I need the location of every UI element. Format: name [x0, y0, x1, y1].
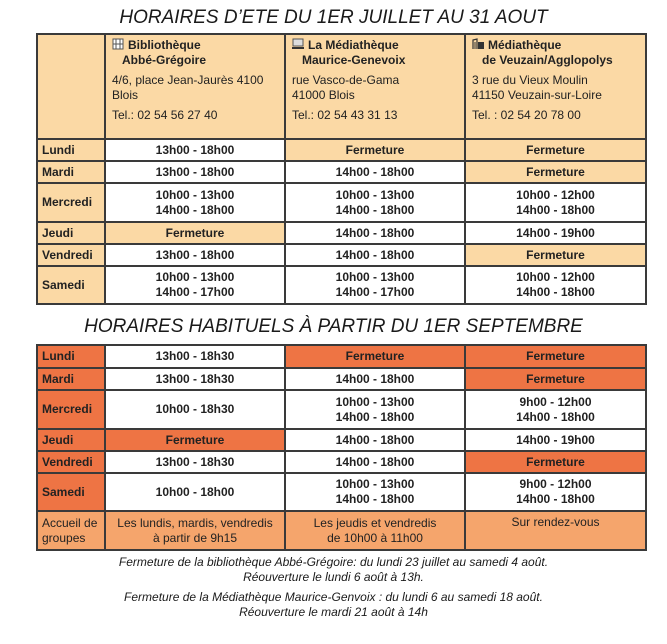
group-visits-cell: Les lundis, mardis, vendredis à partir de 9h15	[105, 511, 285, 550]
hours-cell	[465, 429, 646, 451]
day-label: Mercredi	[37, 390, 105, 429]
hours-text: Fermeture	[526, 454, 585, 469]
hours-text: 14h00 - 18h00	[335, 247, 415, 262]
hours-cell	[105, 244, 285, 266]
hours-text: 13h00 - 18h00	[155, 247, 235, 262]
library-phone: Tel.: 02 54 43 31 13	[292, 108, 398, 122]
library-header-row	[37, 34, 646, 139]
group-visits-row	[37, 511, 646, 550]
hours-text: 14h00 - 18h00	[335, 454, 415, 469]
hours-cell	[285, 429, 465, 451]
library-city: 41000 Blois	[292, 88, 355, 102]
library-name-line2: de Veuzain/Agglopolys	[482, 53, 613, 67]
day-label: Mercredi	[37, 183, 105, 222]
library-header-veuzain	[465, 34, 646, 139]
hours-text: 14h00 - 19h00	[516, 225, 595, 240]
hours-text: 13h00 - 18h00	[155, 142, 235, 157]
hours-text: 14h00 - 18h00	[335, 409, 415, 424]
building-icon	[472, 38, 484, 50]
hours-text: Fermeture	[345, 349, 405, 363]
library-address: rue Vasco-de-Gama	[292, 73, 400, 87]
hours-text: Fermeture	[526, 142, 585, 157]
hours-text: 14h00 - 18h00	[516, 202, 595, 217]
schedule-row-lundi	[37, 345, 646, 368]
hours-cell	[105, 161, 285, 183]
regular-hours-table	[36, 344, 647, 551]
hours-cell	[285, 390, 465, 429]
hours-text: 10h00 - 13h00	[335, 477, 415, 491]
hours-text: 14h00 - 19h00	[516, 432, 595, 447]
hours-text: 9h00 - 12h00	[519, 394, 592, 409]
schedule-row-mardi	[37, 368, 646, 390]
library-name: La Médiathèque	[308, 38, 399, 52]
day-label: Lundi	[37, 139, 105, 161]
library-address: 3 rue du Vieux Moulin	[472, 73, 588, 87]
closed-cell	[465, 161, 646, 183]
closed-cell	[465, 451, 646, 473]
hours-text: 14h00 - 18h00	[335, 492, 415, 506]
library-phone: Tel. : 02 54 20 78 00	[472, 108, 581, 122]
hours-text: Fermeture	[526, 247, 585, 262]
closed-cell	[285, 345, 465, 368]
hours-cell	[465, 390, 646, 429]
hours-text: 14h00 - 17h00	[155, 285, 235, 299]
library-phone: Tel.: 02 54 56 27 40	[112, 108, 218, 122]
group-visits-cell: Les jeudis et vendredis de 10h00 à 11h00	[285, 511, 465, 550]
schedule-row-vendredi	[37, 451, 646, 473]
library-name: Médiathèque	[488, 38, 562, 52]
day-label: Jeudi	[37, 429, 105, 451]
hours-cell	[465, 266, 646, 304]
hours-text: 14h00 - 18h00	[335, 225, 415, 240]
hours-cell	[465, 183, 646, 222]
hours-cell	[105, 390, 285, 429]
hours-cell	[465, 222, 646, 244]
day-label: Jeudi	[37, 222, 105, 244]
summer-hours-table	[36, 33, 647, 305]
hours-text: 10h00 - 18h00	[155, 484, 235, 499]
closed-cell	[285, 139, 465, 161]
hours-cell	[105, 473, 285, 511]
schedule-row-jeudi	[37, 222, 646, 244]
library-city: 41150 Veuzain-sur-Loire	[472, 88, 602, 102]
hours-cell	[285, 451, 465, 473]
hours-cell	[105, 345, 285, 368]
library-header-maurice-genevoix	[285, 34, 465, 139]
day-label: Mardi	[37, 368, 105, 390]
computer-icon	[292, 38, 304, 50]
hours-cell	[105, 266, 285, 304]
schedule-row-jeudi	[37, 429, 646, 451]
hours-text: 10h00 - 12h00	[516, 187, 595, 202]
hours-cell	[285, 222, 465, 244]
hours-cell	[105, 368, 285, 390]
hours-text: 14h00 - 18h00	[516, 492, 595, 506]
day-label: Mardi	[37, 161, 105, 183]
hours-text: 14h00 - 17h00	[335, 285, 415, 299]
library-shelves-icon	[112, 38, 124, 50]
hours-text: 10h00 - 12h00	[516, 270, 595, 284]
hours-text: 10h00 - 18h30	[155, 402, 235, 416]
hours-text: 10h00 - 13h00	[155, 270, 235, 284]
closed-cell	[465, 244, 646, 266]
library-name-line2: Maurice-Genevoix	[302, 53, 406, 67]
hours-text: Fermeture	[526, 349, 585, 363]
hours-cell	[105, 451, 285, 473]
hours-text: 14h00 - 18h00	[516, 285, 595, 299]
hours-text: Fermeture	[526, 164, 585, 179]
schedule-row-samedi	[37, 473, 646, 511]
hours-text: 10h00 - 13h00	[155, 187, 235, 202]
schedule-row-vendredi	[37, 244, 646, 266]
hours-text: 10h00 - 13h00	[335, 394, 415, 409]
schedule-row-mercredi	[37, 183, 646, 222]
hours-cell	[465, 473, 646, 511]
hours-text: 13h00 - 18h00	[155, 164, 235, 179]
hours-text: 14h00 - 18h00	[516, 409, 595, 424]
library-city: Blois	[112, 88, 139, 102]
hours-text: Fermeture	[345, 142, 405, 157]
library-header-abbe-gregoire	[105, 34, 285, 139]
header-corner-cell	[37, 34, 105, 139]
hours-text: Fermeture	[165, 225, 225, 240]
hours-text: Fermeture	[526, 371, 585, 386]
hours-cell	[105, 183, 285, 222]
hours-text: 13h00 - 18h30	[155, 454, 235, 469]
day-label: Samedi	[37, 473, 105, 511]
hours-cell	[285, 161, 465, 183]
closed-cell	[105, 429, 285, 451]
day-label: Vendredi	[37, 244, 105, 266]
closed-cell	[465, 368, 646, 390]
hours-text: 14h00 - 18h00	[335, 202, 415, 217]
hours-text: Fermeture	[165, 432, 225, 447]
library-name: Bibliothèque	[128, 38, 201, 52]
hours-text: 14h00 - 18h00	[335, 371, 415, 386]
schedule-row-lundi	[37, 139, 646, 161]
hours-cell	[285, 183, 465, 222]
hours-cell	[285, 368, 465, 390]
closure-note-abbe-gregoire: Fermeture de la bibliothèque Abbé-Grégoire: du lundi 23 juillet au samedi 4 août. Réouverture le lundi 6 août à 13h.	[118, 555, 549, 584]
schedule-row-mercredi	[37, 390, 646, 429]
closure-note-maurice-genevoix: Fermeture de la Médiathèque Maurice-Genvoix : du lundi 6 au samedi 18 août. Réouverture le mardi 21 août à 14h	[124, 590, 543, 619]
group-visits-label: Accueil de groupes	[37, 511, 105, 550]
library-name-line2: Abbé-Grégoire	[122, 53, 207, 67]
group-visits-cell: Sur rendez-vous	[465, 511, 646, 550]
hours-text: 10h00 - 13h00	[335, 270, 415, 284]
hours-text: 9h00 - 12h00	[519, 477, 592, 491]
schedule-row-mardi	[37, 161, 646, 183]
hours-text: 10h00 - 13h00	[335, 187, 415, 202]
closed-cell	[105, 222, 285, 244]
day-label: Lundi	[37, 345, 105, 368]
day-label: Vendredi	[37, 451, 105, 473]
hours-cell	[285, 266, 465, 304]
schedule-row-samedi	[37, 266, 646, 304]
hours-text: 13h00 - 18h30	[155, 371, 235, 386]
regular-hours-title: HORAIRES HABITUELS À PARTIR DU 1ER SEPTEMBRE	[84, 316, 583, 337]
hours-cell	[105, 139, 285, 161]
hours-cell	[285, 473, 465, 511]
library-address: 4/6, place Jean-Jaurès 4100	[112, 73, 264, 87]
hours-text: 14h00 - 18h00	[155, 202, 235, 217]
closed-cell	[465, 345, 646, 368]
summer-hours-title: HORAIRES D’ETE DU 1ER JUILLET AU 31 AOUT	[119, 7, 548, 28]
hours-text: 14h00 - 18h00	[335, 432, 415, 447]
closed-cell	[465, 139, 646, 161]
hours-text: 14h00 - 18h00	[335, 164, 415, 179]
hours-text: 13h00 - 18h30	[155, 349, 235, 363]
hours-cell	[285, 244, 465, 266]
day-label: Samedi	[37, 266, 105, 304]
